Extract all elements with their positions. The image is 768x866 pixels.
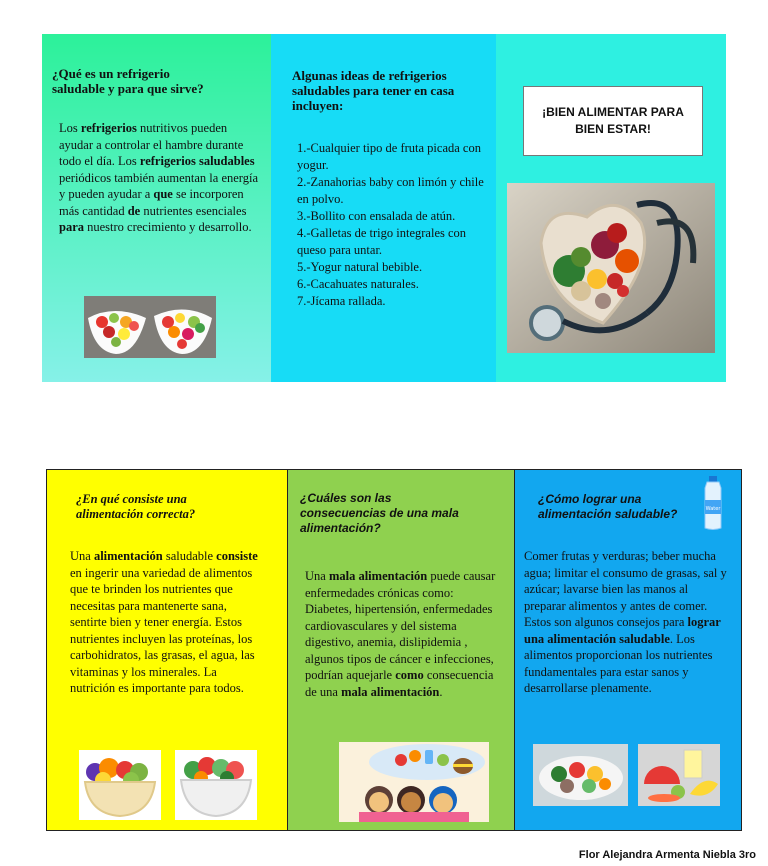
text-run: Una <box>305 569 329 583</box>
fruit-bowls-photo <box>84 296 216 358</box>
text-run: saludable <box>162 549 217 563</box>
fruits-juice-image <box>638 744 720 806</box>
bold-phrase: de <box>127 203 141 218</box>
bold-phrase: mala alimentación <box>328 569 428 583</box>
idea-item: 2.-Zanahorias baby con limón y chile en polvo. <box>297 175 484 206</box>
water-bottle-icon <box>699 476 727 530</box>
idea-item: 1.-Cualquier tipo de fruta picada con yogur. <box>297 141 481 172</box>
bold-phrase: alimentación <box>93 549 163 563</box>
text-run: . Los alimentos proporcionan los nutrientes fundamentales para estar sanos y desarrollarse plenamente. <box>524 631 713 695</box>
salad-bowl-image <box>175 750 257 820</box>
bold-phrase: para <box>59 220 84 234</box>
text-run: Los <box>59 121 81 135</box>
panel6-heading: ¿Cómo lograr una alimentación saludable? <box>538 492 678 521</box>
bold-phrase: refrigerios <box>80 121 137 135</box>
panel1-heading: ¿Qué es un refrigerio saludable y para que sirve? <box>52 66 204 96</box>
fruit-bowl-image <box>79 750 161 820</box>
text-run: puede causar enfermedades crónicas como: Diabetes, hipertensión, enfermedades cardiovasculares y del sistema digestivo, anemia, dislipidemia , algunos tipos de cáncer e infecciones, podrían aquejarle <box>305 569 496 682</box>
text-run: en ingerir una variedad de alimentos que te brinden los nutrientes que necesitas para mantenerte sana, sentirte bien y tener energía. Estos nutrientes incluyen las proteínas, los carbohidratos, las grasas, el agua, las vitaminas y los minerales. La nutrición es importante para todos. <box>70 565 255 695</box>
idea-item: 5.-Yogur natural bebible. <box>297 260 423 274</box>
panel6-paragraph <box>524 548 732 697</box>
slogan-text: ¡BIEN ALIMENTAR PARA BIEN ESTAR! <box>542 105 684 136</box>
bold-phrase: refrigerios saludables <box>139 154 255 168</box>
healthy-plate-image <box>533 744 628 806</box>
bold-phrase: consiste <box>216 549 258 563</box>
heart-bowl-stethoscope-photo <box>507 183 715 353</box>
text-run: . <box>439 684 443 699</box>
text-run: Una <box>70 549 94 563</box>
idea-item: 3.-Bollito con ensalada de atún. <box>297 209 456 223</box>
text-run: se incorporen más cantidad <box>59 187 244 218</box>
panel1-paragraph <box>59 120 264 236</box>
text-run: nutrientes esenciales <box>140 203 247 218</box>
text-run: nutritivos pueden ayudar a controlar el hambre durante todo el día. Los <box>59 121 244 168</box>
bold-phrase: que <box>153 187 173 201</box>
panel5-paragraph <box>305 568 500 700</box>
text-run: nuestro crecimiento y desarrollo. <box>84 220 252 234</box>
idea-item: 4.-Galletas de trigo integrales con queso para untar. <box>297 226 467 257</box>
author-credit: Flor Alejandra Armenta Niebla 3ro <box>578 849 756 861</box>
panel2-heading: Algunas ideas de refrigerios saludables para tener en casa incluyen: <box>292 68 455 113</box>
kids-food-thoughts-image <box>339 742 489 822</box>
text-run: consecuencia de una <box>305 668 494 699</box>
slogan-box <box>523 86 703 156</box>
panel4-heading: ¿En qué consiste una alimentación correcta? <box>76 492 196 521</box>
bold-phrase: mala alimentación <box>341 684 440 699</box>
bold-phrase: como <box>395 668 424 682</box>
ideas-list <box>297 140 487 310</box>
text-run: Comer frutas y verduras; beber mucha agua; limitar el consumo de grasas, sal y azúcar; lavarse bien las manos al preparar alimentos y antes de comer. Estos son algunos consejos para <box>524 549 727 629</box>
bold-phrase: lograr una alimentación saludable <box>524 615 721 646</box>
panel4-paragraph <box>70 548 260 697</box>
panel5-heading: ¿Cuáles son las consecuencias de una mala alimentación? <box>300 491 459 535</box>
bottle-label: Water <box>705 506 721 512</box>
text-run: periódicos también aumentan la energía y pueden ayudar a <box>59 170 258 201</box>
idea-item: 6.-Cacahuates naturales. <box>297 277 419 291</box>
idea-item: 7.-Jícama rallada. <box>297 294 386 308</box>
